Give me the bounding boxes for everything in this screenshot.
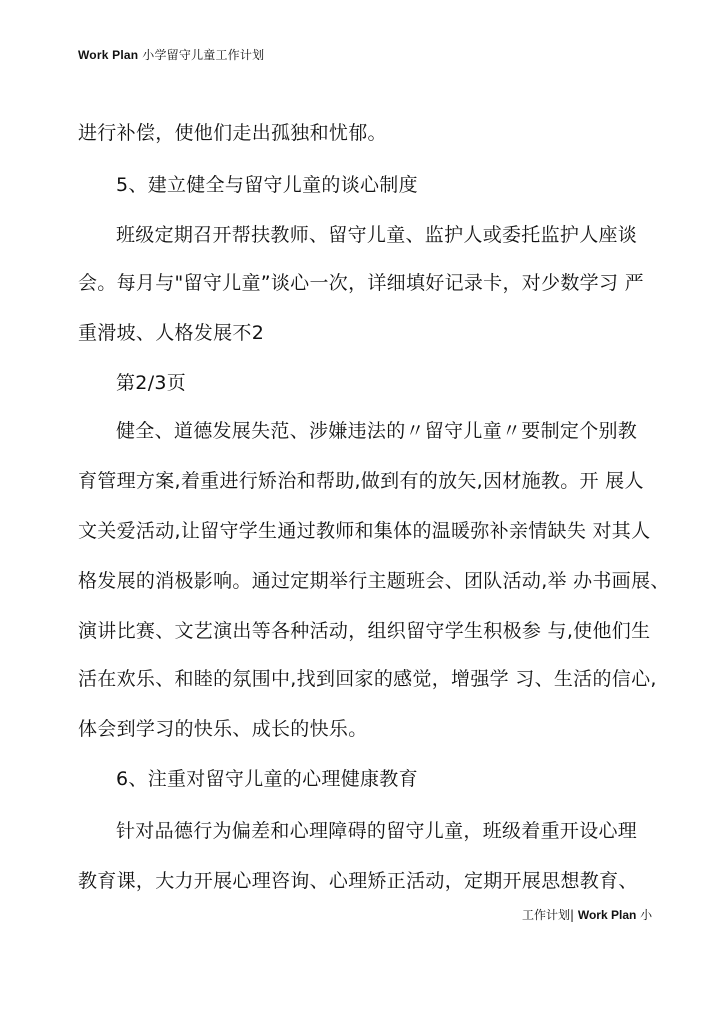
footer-chinese-label: 工作计划| (522, 908, 578, 922)
header-chinese-title: 小学留守儿童工作计划 (138, 48, 265, 62)
body-line: 文关爱活动,让留守学生通过教师和集体的温暖弥补亲情缺失 对其人 (78, 520, 651, 542)
body-line: 格发展的消极影响。通过定期举行主题班会、团队活动,举 办书画展、 (78, 570, 670, 592)
footer-tail: 小 (636, 908, 653, 922)
page-header (78, 46, 264, 63)
footer-english-label: Work Plan (577, 908, 637, 922)
body-line: 体会到学习的快乐、成长的快乐。 (78, 718, 368, 740)
body-line: 针对品德行为偏差和心理障碍的留守儿童，班级着重开设心理 (116, 820, 638, 842)
section-heading-6: 6、注重对留守儿童的心理健康教育 (116, 768, 418, 790)
body-line: 进行补偿，使他们走出孤独和忧郁。 (78, 122, 387, 144)
body-line: 班级定期召开帮扶教师、留守儿童、监护人或委托监护人座谈 (116, 224, 638, 246)
header-english-title: Work Plan (78, 48, 139, 62)
body-line: 健全、道德发展失范、涉嫌违法的〃留守儿童〃要制定个别教 (116, 420, 638, 442)
body-line: 演讲比赛、文艺演出等各种活动，组织留守学生积极参 与,使他们生 (78, 620, 651, 642)
body-line: 活在欢乐、和睦的氛围中,找到回家的感觉，增强学 习、生活的信心, (78, 668, 657, 690)
body-line: 会。每月与"留守儿童”谈心一次，详细填好记录卡，对少数学习 严 (78, 272, 644, 294)
body-line: 育管理方案,着重进行矫治和帮助,做到有的放矢,因材施教。开 展人 (78, 470, 644, 492)
body-line: 教育课，大力开展心理咨询、心理矫正活动，定期开展思想教育、 (78, 870, 638, 892)
section-heading-5: 5、建立健全与留守儿童的谈心制度 (116, 174, 418, 196)
body-line: 重滑坡、人格发展不2 (78, 322, 265, 344)
page-number: 第2/3页 (116, 372, 187, 394)
page-footer (522, 906, 652, 923)
